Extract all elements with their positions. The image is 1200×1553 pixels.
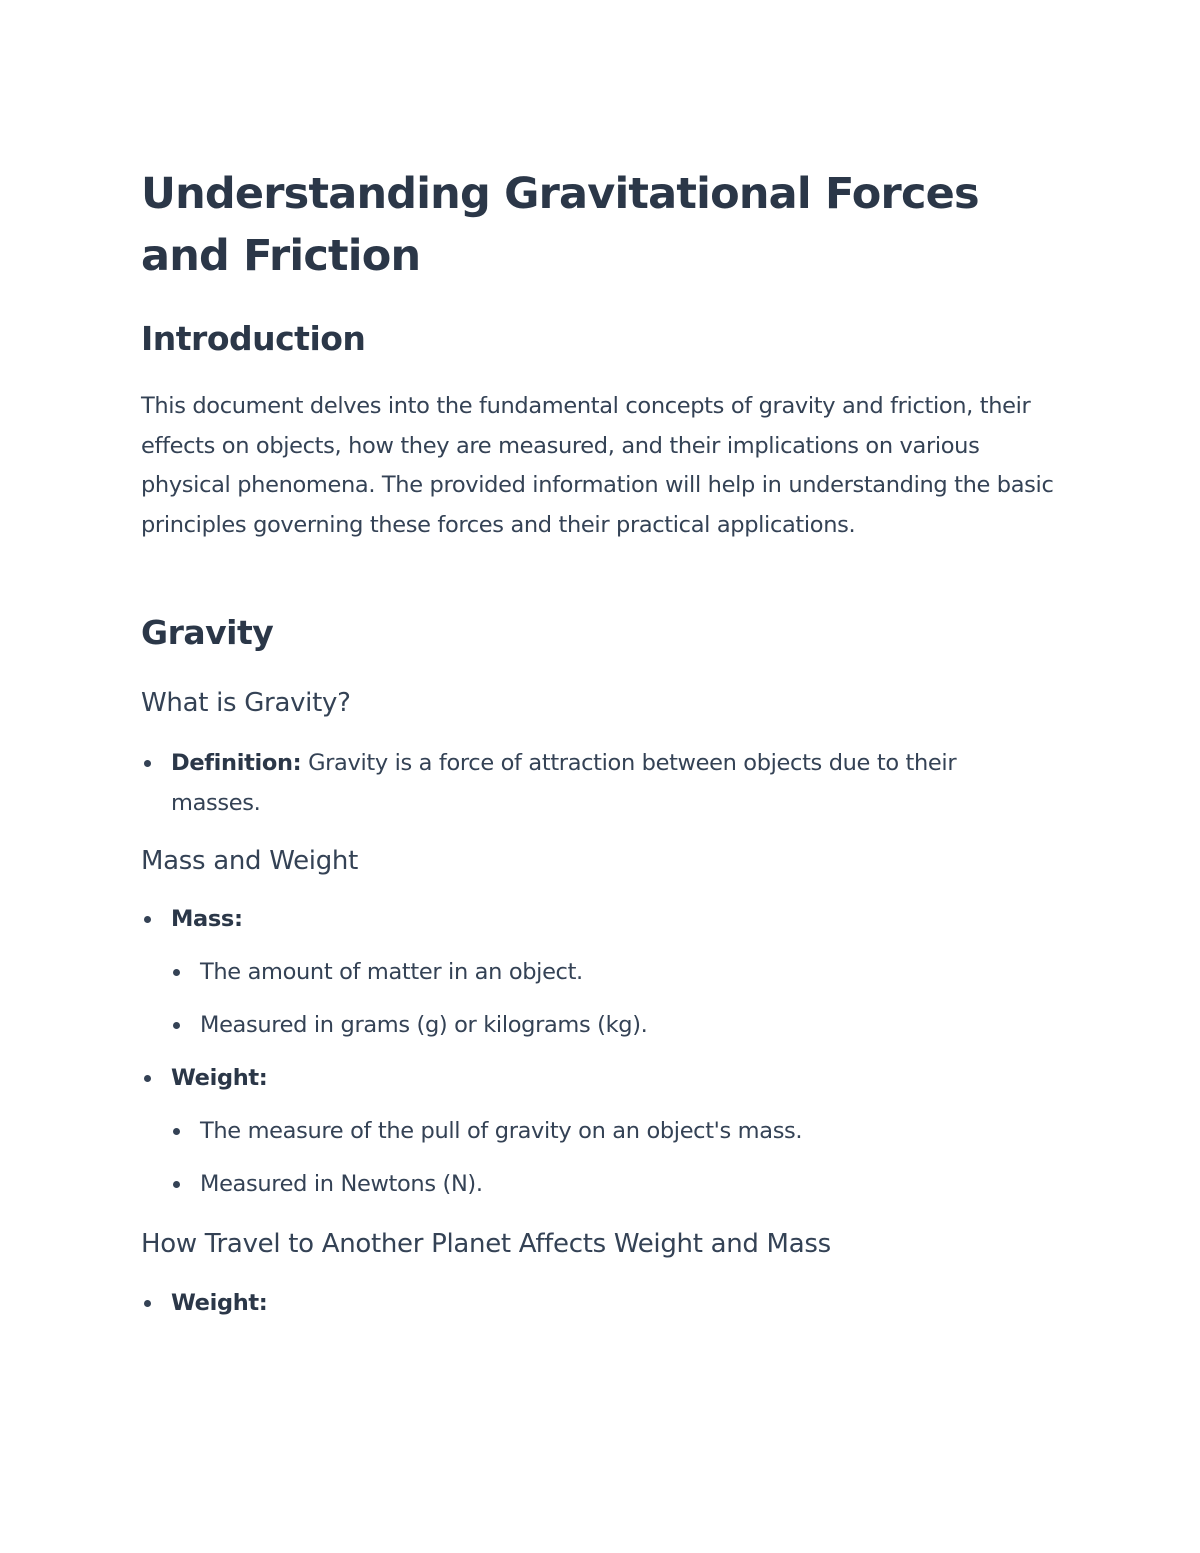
list-item-weight-units bbox=[200, 1165, 1050, 1205]
definition-text: Gravity is a force of attraction between objects due to their masses. bbox=[171, 750, 957, 816]
document-title: Understanding Gravitational Forces and Friction bbox=[141, 169, 979, 281]
mass-label: Mass: bbox=[171, 906, 243, 932]
list-item-text: Measured in Newtons (N). bbox=[200, 1171, 483, 1197]
list-item-text: The measure of the pull of gravity on an object's mass. bbox=[200, 1118, 803, 1144]
what-is-gravity-heading: What is Gravity? bbox=[141, 688, 351, 718]
weight-label: Weight: bbox=[171, 1065, 268, 1091]
bullet-icon bbox=[173, 1022, 180, 1029]
list-item-travel-weight bbox=[171, 1284, 1051, 1324]
travel-weight-label: Weight: bbox=[171, 1290, 268, 1316]
definition-label: Definition: bbox=[171, 750, 302, 776]
introduction-heading: Introduction bbox=[141, 319, 366, 358]
bullet-icon bbox=[144, 1300, 151, 1307]
travel-heading: How Travel to Another Planet Affects Weight and Mass bbox=[141, 1229, 831, 1259]
introduction-paragraph: This document delves into the fundamental concepts of gravity and friction, their effects on objects, how they are measured, and their implications on various physical phenomena. The provided information will help in understanding the basic principles governing these forces and their practical applications. bbox=[141, 393, 1054, 538]
bullet-icon bbox=[144, 1075, 151, 1082]
list-item-mass bbox=[171, 900, 1051, 940]
bullet-icon bbox=[144, 760, 151, 767]
bullet-icon bbox=[173, 1181, 180, 1188]
list-item-mass-units bbox=[200, 1006, 1050, 1046]
list-item-text: Measured in grams (g) or kilograms (kg). bbox=[200, 1012, 648, 1038]
list-item-weight bbox=[171, 1059, 1051, 1099]
list-item-definition bbox=[171, 744, 1051, 823]
list-item-mass-definition bbox=[200, 953, 1050, 993]
list-item-text: The amount of matter in an object. bbox=[200, 959, 583, 985]
mass-and-weight-heading: Mass and Weight bbox=[141, 846, 358, 876]
bullet-icon bbox=[144, 916, 151, 923]
bullet-icon bbox=[173, 969, 180, 976]
gravity-heading: Gravity bbox=[141, 613, 274, 652]
bullet-icon bbox=[173, 1128, 180, 1135]
list-item-weight-definition bbox=[200, 1112, 1050, 1152]
